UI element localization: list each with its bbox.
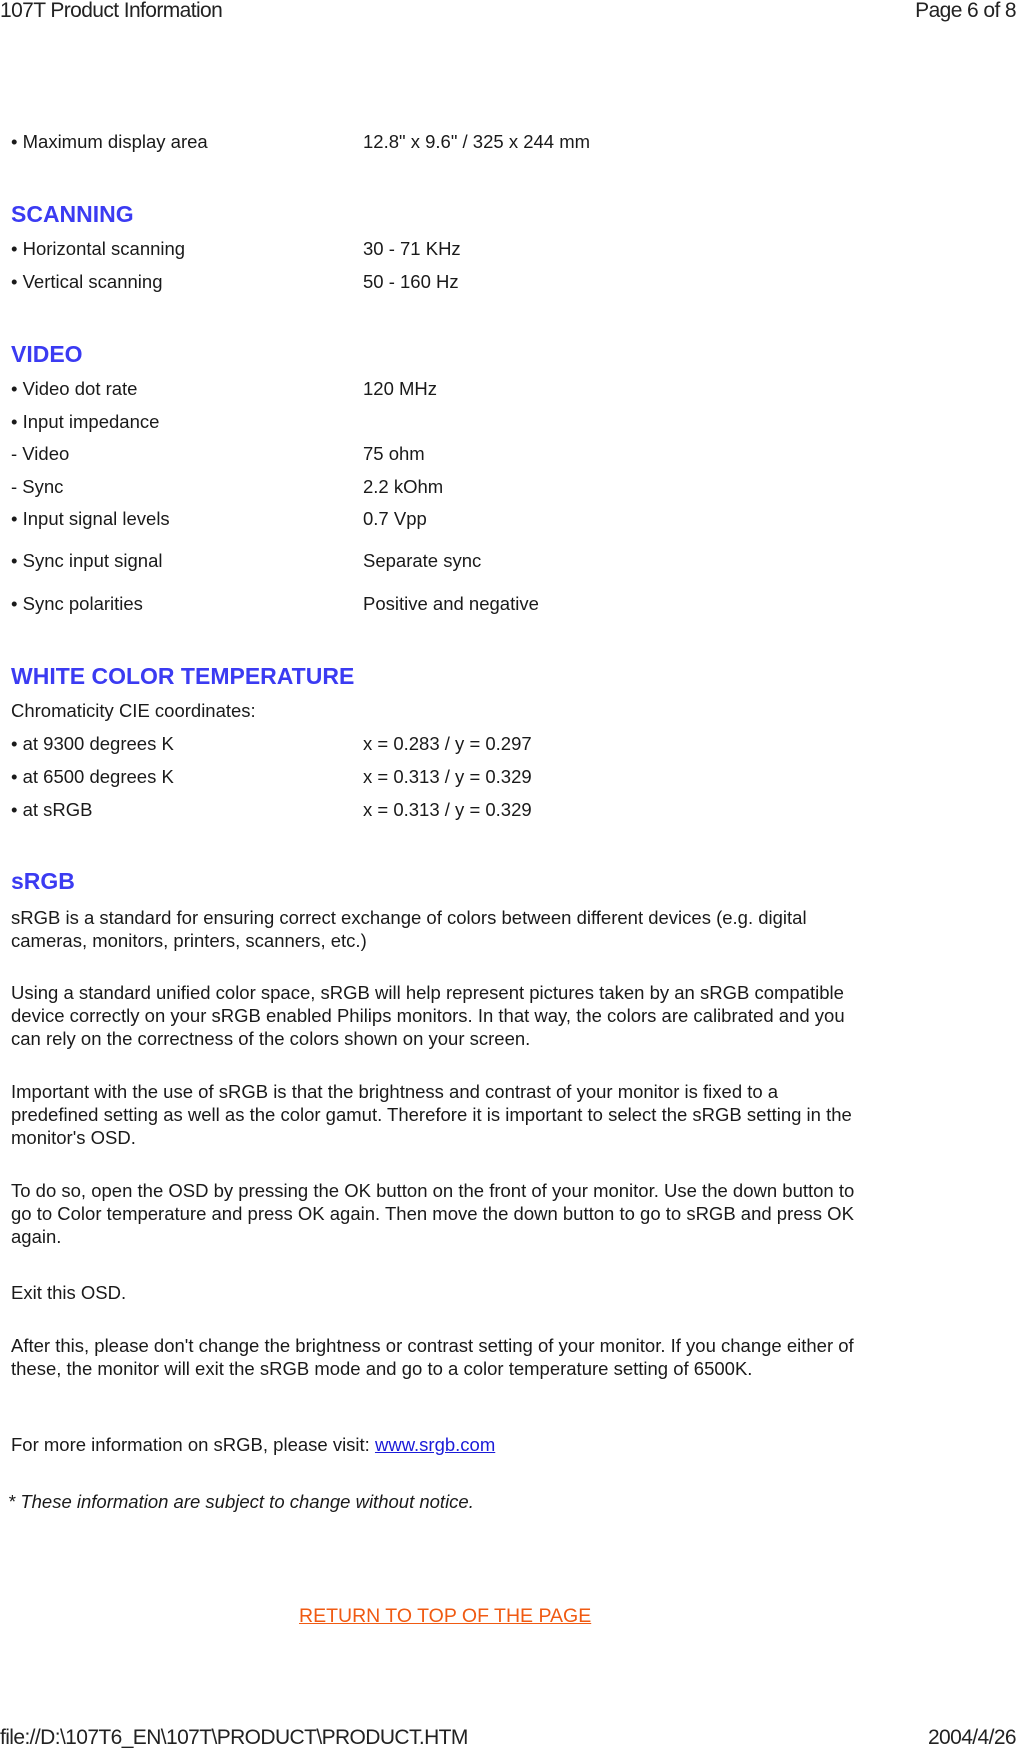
change-notice: * These information are subject to change without notice. (8, 1491, 474, 1512)
srgb-more-info (11, 1433, 861, 1456)
srgb-paragraph-1: sRGB is a standard for ensuring correct exchange of colors between different devices (e.g. digital cameras, monitors, printers, scanners, etc.) (11, 907, 807, 951)
spec-label: • Maximum display area (11, 131, 208, 152)
srgb-paragraph-4: To do so, open the OSD by pressing the OK button on the front of your monitor. Use the down button to go to Color temperature and press OK again. Then move the down button to go to sRGB and press OK again. (11, 1180, 855, 1247)
spec-value: 0.7 Vpp (363, 508, 427, 529)
footer-file-path: file://D:\107T6_EN\107T\PRODUCT\PRODUCT.HTM (0, 1726, 468, 1749)
spec-value: x = 0.313 / y = 0.329 (363, 766, 532, 787)
more-info-text: For more information on sRGB, please visit: (11, 1434, 375, 1455)
spec-label: • Vertical scanning (11, 271, 163, 292)
spec-value: x = 0.283 / y = 0.297 (363, 733, 532, 754)
spec-label: - Sync (11, 476, 64, 497)
section-heading-white-color-temperature: WHITE COLOR TEMPERATURE (11, 663, 355, 689)
return-to-top-link[interactable]: RETURN TO TOP OF THE PAGE (299, 1605, 592, 1627)
spec-label: • at 6500 degrees K (11, 766, 174, 787)
spec-value: 30 - 71 KHz (363, 238, 461, 259)
chromaticity-intro: Chromaticity CIE coordinates: (11, 700, 256, 721)
spec-value: Positive and negative (363, 593, 539, 614)
spec-value: 2.2 kOhm (363, 476, 444, 497)
srgb-paragraph-3: Important with the use of sRGB is that the brightness and contrast of your monitor is fixed to a predefined setting as well as the color gamut. Therefore it is important to select the sRGB setting in the monitor's OSD. (11, 1081, 852, 1148)
srgb-link[interactable]: www.srgb.com (374, 1434, 496, 1455)
spec-label: • Input signal levels (11, 508, 170, 529)
footer-date: 2004/4/26 (927, 1726, 1016, 1749)
spec-label: • Horizontal scanning (11, 238, 186, 259)
spec-label: • Input impedance (11, 411, 160, 432)
spec-label: • at sRGB (11, 799, 93, 820)
spec-value: 75 ohm (363, 443, 425, 464)
spec-value: x = 0.313 / y = 0.329 (363, 799, 532, 820)
spec-value: 50 - 160 Hz (363, 271, 459, 292)
spec-label: • at 9300 degrees K (11, 733, 174, 754)
srgb-paragraph-5: Exit this OSD. (11, 1282, 127, 1303)
spec-label: - Video (11, 443, 70, 464)
spec-label: • Sync input signal (11, 550, 163, 571)
spec-value: Separate sync (363, 550, 482, 571)
srgb-paragraph-2: Using a standard unified color space, sRGB will help represent pictures taken by an sRGB compatible device correctly on your sRGB enabled Philips monitors. In that way, the colors are calibrated and you can rely on the correctness of the colors shown on your screen. (11, 982, 845, 1049)
spec-value: 120 MHz (363, 378, 438, 399)
section-heading-srgb: sRGB (11, 868, 75, 894)
section-heading-video: VIDEO (11, 341, 83, 367)
spec-label: • Video dot rate (11, 378, 138, 399)
page-header-title: 107T Product Information (0, 0, 223, 22)
spec-value: 12.8" x 9.6" / 325 x 244 mm (363, 131, 591, 152)
page-number: Page 6 of 8 (915, 0, 1016, 22)
spec-label: • Sync polarities (11, 593, 143, 614)
srgb-paragraph-6: After this, please don't change the brightness or contrast setting of your monitor. If you change either of these, the monitor will exit the sRGB mode and go to a color temperature setting of 6500K. (11, 1335, 854, 1379)
section-heading-scanning: SCANNING (11, 201, 134, 227)
